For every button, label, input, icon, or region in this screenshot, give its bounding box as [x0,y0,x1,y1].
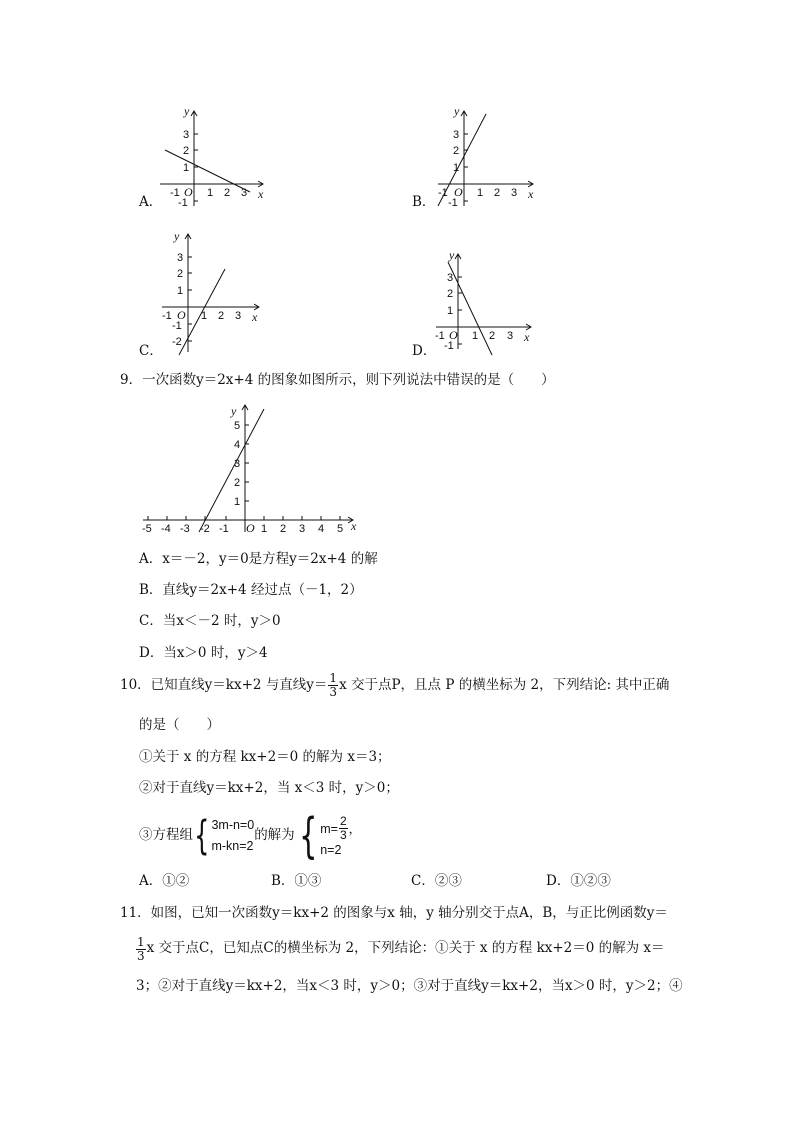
svg-text:-1: -1 [438,187,448,199]
svg-text:2: 2 [489,330,496,342]
svg-text:-1: -1 [448,197,458,209]
q9-stem: 9．一次函数y＝2x+4 的图象如图所示，则下列说法中错误的是（ ） [120,372,555,388]
svg-text:y: y [231,404,237,418]
svg-text:-1: -1 [170,187,180,199]
q10-option-a[interactable]: A．①② [139,873,190,889]
svg-text:x: x [524,330,530,344]
q10-stem-line2: 的是（ ） [139,717,220,733]
svg-text:2: 2 [224,187,231,199]
option-d-label[interactable]: D． [412,343,437,359]
svg-text:O: O [449,328,458,342]
svg-text:5: 5 [234,420,241,432]
svg-text:2: 2 [453,145,460,157]
svg-text:5: 5 [337,523,344,535]
equation-2: m-kn=2 [211,839,254,853]
svg-text:1: 1 [477,187,484,199]
q9-graph [140,402,370,537]
graph-line [199,409,264,532]
graph-b [430,102,545,210]
left-brace-icon: { [194,813,210,859]
q10-option-c[interactable]: C．②③ [411,873,462,889]
svg-text:1: 1 [201,310,208,322]
svg-text:O: O [246,521,255,535]
q10-stem [120,672,669,699]
q9-option-b[interactable]: B．直线y＝2x+4 经过点（－1，2） [139,582,363,598]
q10-stem-part2: x 交于点P，且点 P 的横坐标为 2，下列结论: 其中正确 [339,677,670,693]
x-label: x [258,187,264,201]
svg-text:2: 2 [234,477,241,489]
svg-text:2: 2 [447,288,454,300]
svg-text:O: O [177,308,186,322]
y-label: y [184,104,190,118]
svg-text:y: y [454,104,460,118]
q10-option-d[interactable]: D．①②③ [546,873,611,889]
svg-text:O: O [184,185,193,199]
svg-text:3: 3 [234,458,241,470]
svg-text:1: 1 [177,285,184,297]
svg-text:3: 3 [453,129,460,141]
q10-s3-mid: 的解为 [254,827,295,844]
svg-text:y: y [449,248,455,262]
svg-text:3: 3 [241,187,248,199]
left-brace-icon: { [298,808,318,864]
fraction: $\frac{1}{3}$ [137,934,145,963]
svg-text:3: 3 [235,310,242,322]
equation-system [211,815,254,857]
svg-text:y: y [174,229,180,243]
svg-text:2: 2 [218,310,225,322]
svg-text:2: 2 [494,187,501,199]
svg-text:-1: -1 [178,197,188,209]
q9-option-d[interactable]: D．当x＞0 时，y＞4 [139,645,268,661]
graph-d [430,245,545,357]
svg-text:3: 3 [183,129,190,141]
q11-line-3: 3；②对于直线y＝kx+2，当x＜3 时，y＞0；③对于直线y＝kx+2，当x＞0 时，y＞2；④ [136,978,683,994]
graph-a [160,102,275,210]
equation-1: 3m-n=0 [211,818,255,832]
solution-system: m= $\frac{2}{3}$ ， n=2 [320,814,362,858]
q9-option-a[interactable]: A．x＝－2，y＝0是方程y＝2x+4 的解 [139,551,378,567]
svg-text:O: O [454,185,463,199]
q9-option-c[interactable]: C．当x＜－2 时，y＞0 [139,613,281,629]
option-a-label[interactable]: A． [139,194,163,210]
svg-text:x: x [528,187,534,201]
svg-text:3: 3 [447,272,454,284]
svg-text:4: 4 [234,439,241,451]
svg-text:3: 3 [507,330,514,342]
q10-option-b[interactable]: B．①③ [271,873,322,889]
graph-line [165,150,250,192]
svg-text:-4: -4 [161,523,171,535]
option-c-label[interactable]: C． [139,343,163,359]
svg-text:-1: -1 [162,310,172,322]
svg-text:1: 1 [447,305,454,317]
svg-text:1: 1 [472,330,479,342]
svg-text:3: 3 [299,523,306,535]
fraction: $\frac{1}{3}$ [329,671,338,699]
svg-text:2: 2 [177,268,184,280]
q10-s3-prefix: ③方程组 [139,827,193,844]
svg-text:-2: -2 [200,523,210,535]
svg-text:2: 2 [183,145,190,157]
fraction: $\frac{2}{3}$ [339,814,347,843]
q10-stem-part1: 10．已知直线y＝kx+2 与直线y＝ [120,677,328,693]
svg-text:x: x [351,519,357,533]
svg-text:1: 1 [453,162,460,174]
svg-text:3: 3 [511,187,518,199]
svg-text:3: 3 [177,252,184,264]
svg-text:4: 4 [318,523,325,535]
q11-line-2: $\frac{1}{3}$ x 交于点C，已知点C的横坐标为 2，下列结论：①关于 x 的方程 kx+2＝0 的解为 x＝ [137,934,665,963]
svg-text:1: 1 [261,523,268,535]
svg-text:-1: -1 [219,523,229,535]
svg-text:-1: -1 [444,340,454,352]
svg-text:-3: -3 [180,523,190,535]
svg-text:-2: -2 [172,336,182,348]
graph-c [160,225,275,360]
svg-text:1: 1 [207,187,214,199]
svg-text:-1: -1 [435,330,445,342]
svg-text:-1: -1 [172,320,182,332]
q10-statement-3 [139,808,361,864]
q11-line-1: 11．如图，已知一次函数y＝kx+2 的图象与x 轴，y 轴分别交于点A，B，与正比例函数y＝ [120,905,668,921]
svg-text:1: 1 [234,496,241,508]
svg-text:x: x [252,310,258,324]
q10-statement-1: ①关于 x 的方程 kx+2＝0 的解为 x＝3； [139,749,391,765]
q10-statement-2: ②对于直线y＝kx+2，当 x＜3 时，y＞0； [139,780,399,796]
option-b-label[interactable]: B． [412,194,436,210]
svg-text:1: 1 [183,162,190,174]
svg-text:-5: -5 [142,523,152,535]
svg-text:2: 2 [280,523,287,535]
